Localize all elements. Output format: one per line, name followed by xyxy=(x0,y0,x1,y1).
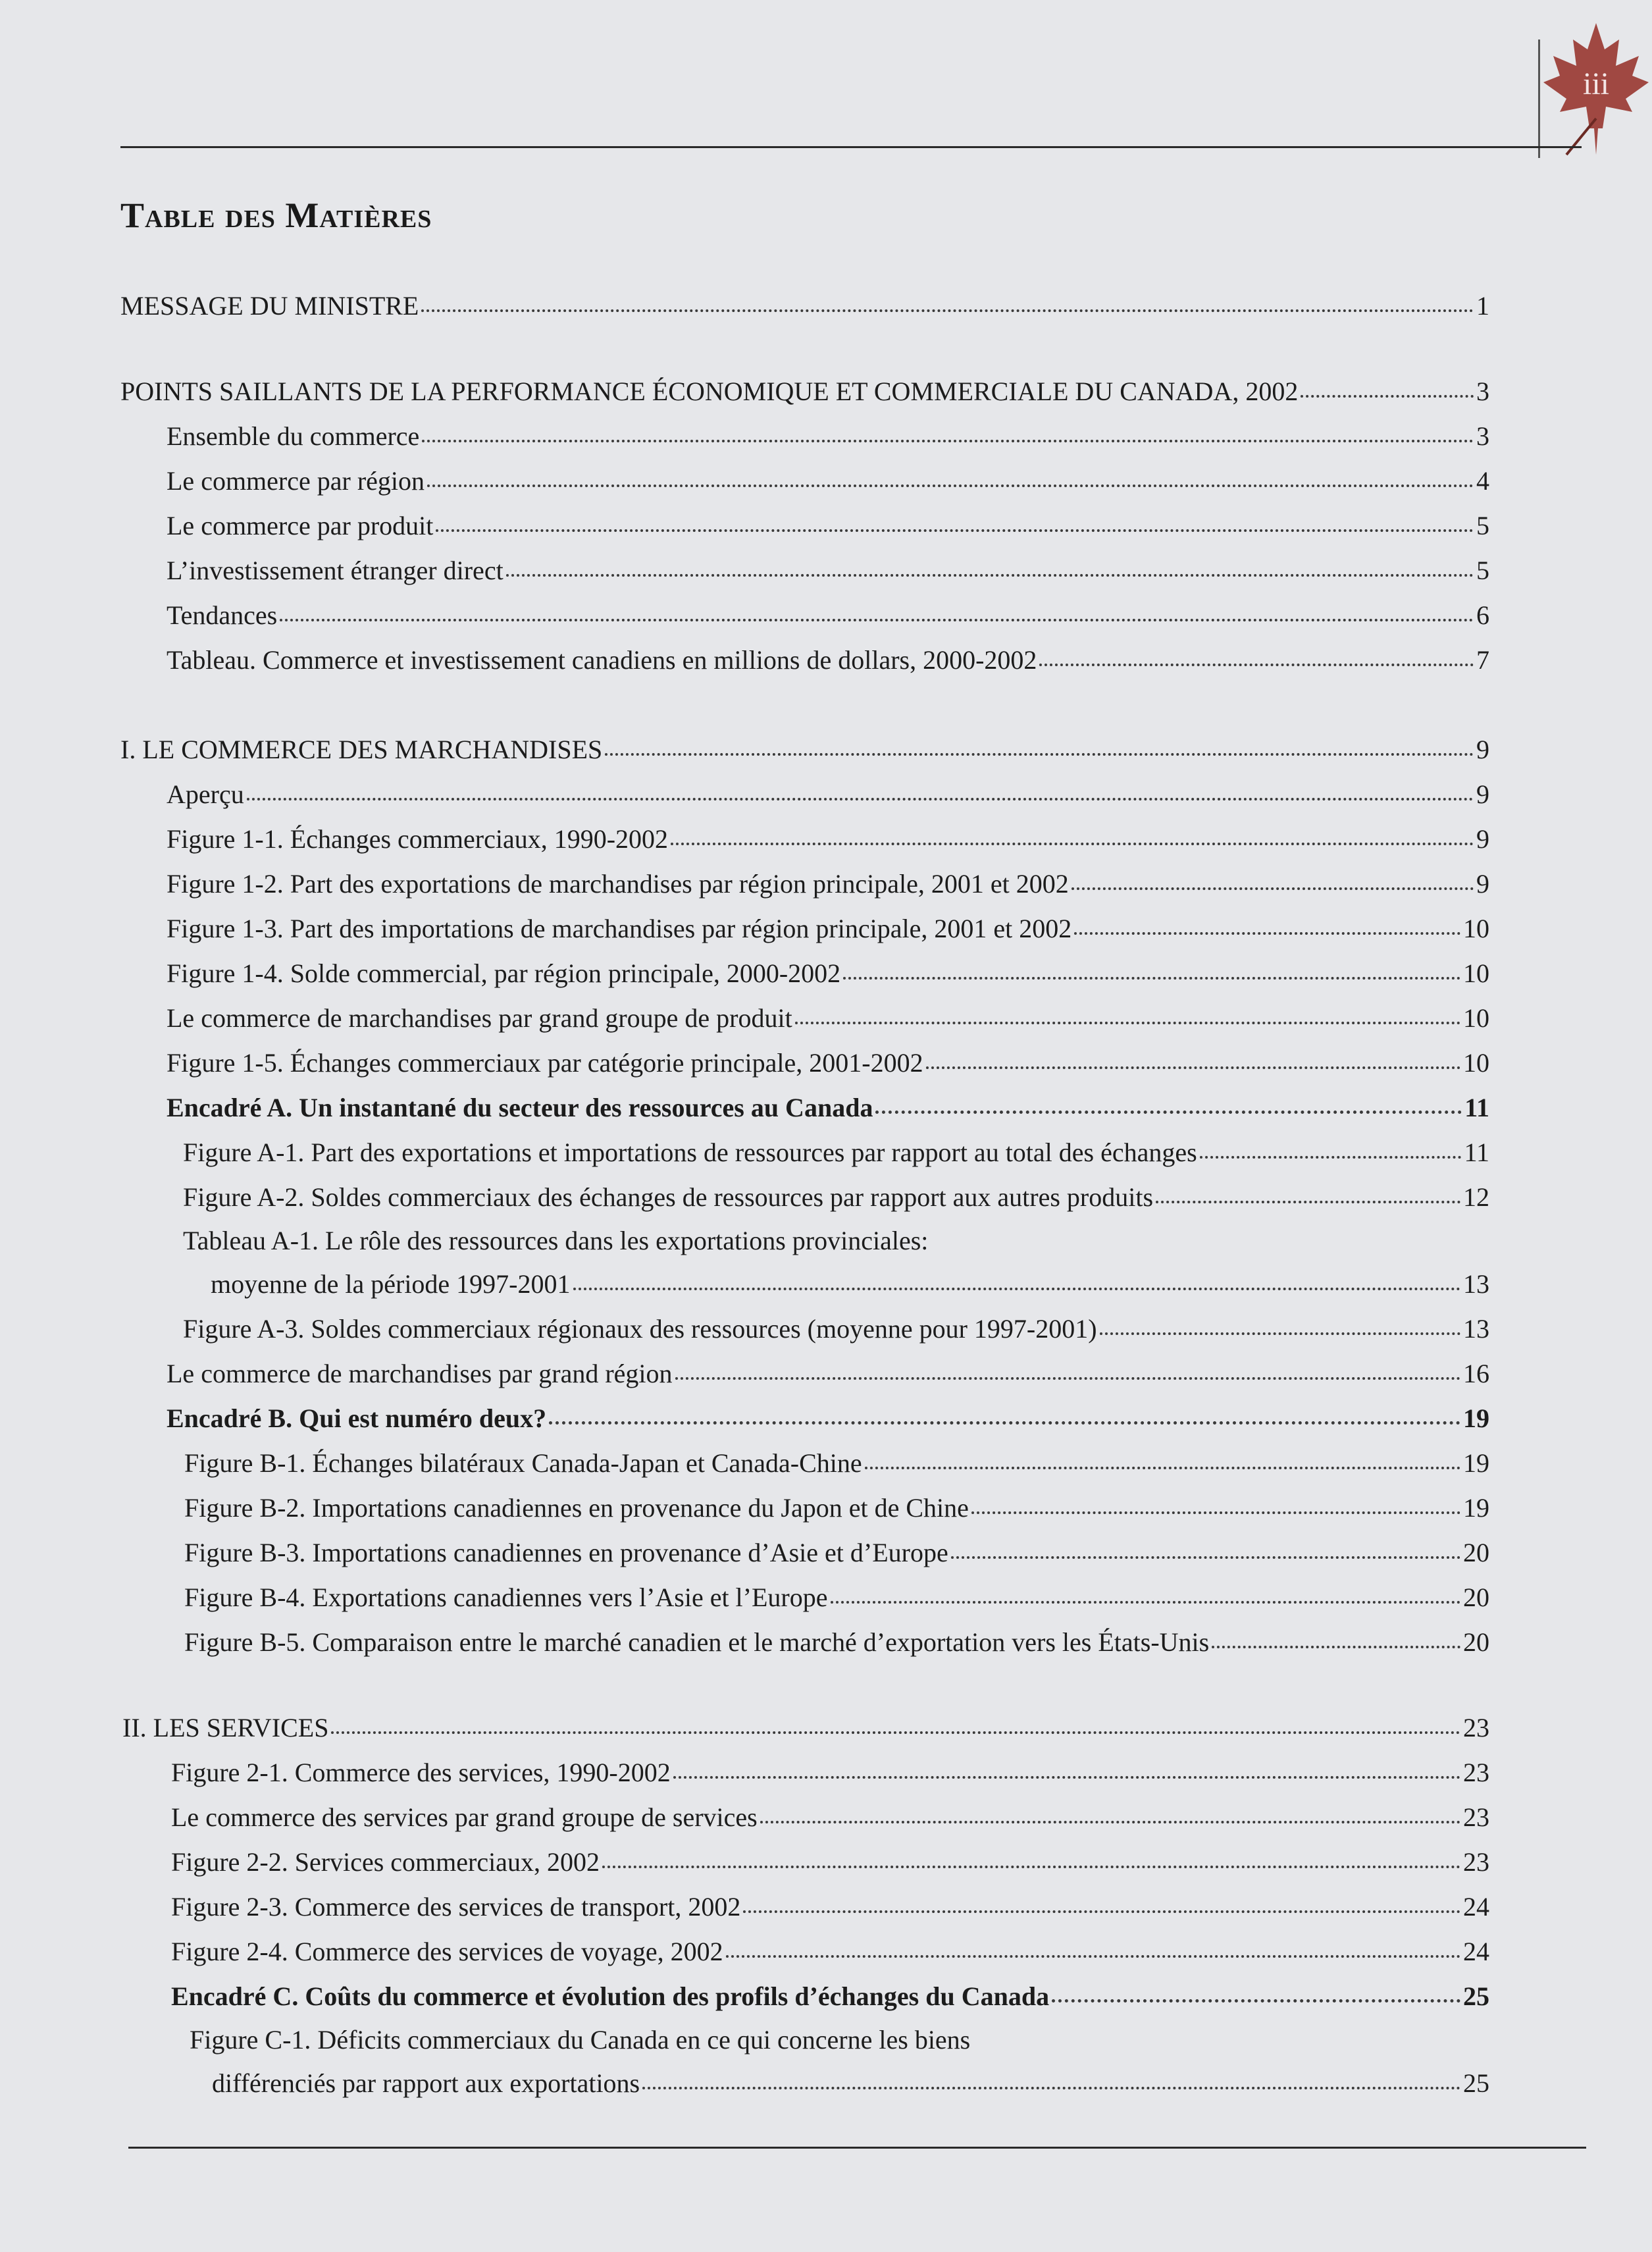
toc-entry[interactable] xyxy=(211,1263,1489,1305)
dot-leader xyxy=(1071,887,1474,890)
toc-entry-label: Figure 2-4. Commerce des services de voyage, 2002 xyxy=(171,1937,723,1966)
dot-leader xyxy=(421,309,1474,312)
toc-entry-page: 24 xyxy=(1463,1892,1489,1922)
dot-leader xyxy=(331,1731,1460,1734)
toc-entry-first-line[interactable] xyxy=(190,2019,1489,2061)
dot-leader xyxy=(726,1954,1460,1958)
dot-leader xyxy=(1156,1200,1460,1203)
top-rule xyxy=(120,146,1582,148)
toc-entry[interactable] xyxy=(120,729,1489,771)
toc-entry-label: Figure B-3. Importations canadiennes en provenance d’Asie et d’Europe xyxy=(184,1538,948,1567)
toc-entry[interactable] xyxy=(167,773,1489,816)
toc-entry-page: 24 xyxy=(1463,1937,1489,1966)
toc-entry-label: moyenne de la période 1997-2001 xyxy=(211,1269,571,1299)
toc-entry-page: 6 xyxy=(1476,600,1489,630)
dot-leader xyxy=(1200,1155,1462,1159)
dot-leader xyxy=(675,1376,1460,1380)
toc-entry-page: 5 xyxy=(1476,556,1489,585)
toc-entry[interactable] xyxy=(167,505,1489,547)
toc-entry-page: 20 xyxy=(1463,1583,1489,1612)
toc-entry-label: Figure 1-1. Échanges commerciaux, 1990-2002 xyxy=(167,824,669,854)
toc-entry[interactable] xyxy=(167,415,1489,458)
toc-entry-label: Figure A-1. Part des exportations et importations de ressources par rapport au total des échanges xyxy=(183,1138,1197,1167)
toc-entry-page: 12 xyxy=(1463,1182,1489,1212)
toc-entry-page: 23 xyxy=(1463,1802,1489,1832)
dot-leader xyxy=(602,1865,1460,1868)
dot-leader xyxy=(843,976,1460,980)
toc-entry[interactable] xyxy=(167,997,1489,1039)
toc-entry[interactable] xyxy=(167,953,1489,995)
toc-entry-page: 5 xyxy=(1476,511,1489,540)
dot-leader xyxy=(436,529,1474,532)
toc-entry-page: 4 xyxy=(1476,466,1489,496)
toc-entry-label: Figure 2-3. Commerce des services de transport, 2002 xyxy=(171,1892,741,1922)
toc-entry[interactable] xyxy=(122,1707,1489,1749)
toc-entry-label: L’investissement étranger direct xyxy=(167,556,503,585)
toc-entry-label: Figure 1-5. Échanges commerciaux par catégorie principale, 2001-2002 xyxy=(167,1048,923,1078)
toc-entry[interactable] xyxy=(167,908,1489,950)
toc-entry-page: 3 xyxy=(1476,377,1489,406)
toc-entry-label: différenciés par rapport aux exportations xyxy=(212,2068,640,2098)
dot-leader xyxy=(549,1421,1460,1425)
dot-leader xyxy=(427,484,1474,487)
dot-leader xyxy=(280,618,1474,621)
dot-leader xyxy=(865,1466,1460,1469)
dot-leader xyxy=(1100,1332,1460,1335)
toc-entry-label: Figure A-2. Soldes commerciaux des échanges de ressources par rapport aux autres produits xyxy=(183,1182,1154,1212)
toc-title: Table des Matières xyxy=(120,196,432,235)
toc-entry-page: 11 xyxy=(1464,1093,1489,1122)
toc-entry-label: Le commerce des services par grand groupe de services xyxy=(171,1802,758,1832)
toc-entry-label: Figure B-2. Importations canadiennes en provenance du Japon et de Chine xyxy=(184,1493,969,1523)
toc-entry-page: 9 xyxy=(1476,869,1489,899)
toc-entry-label: Figure 2-1. Commerce des services, 1990-2002 xyxy=(171,1758,671,1787)
toc-entry-page: 20 xyxy=(1463,1627,1489,1657)
toc-entry[interactable] xyxy=(171,1841,1489,1883)
dot-leader xyxy=(573,1287,1460,1290)
toc-entry-label: Figure A-3. Soldes commerciaux régionaux des ressources (moyenne pour 1997-2001) xyxy=(183,1314,1097,1344)
toc-entry-page: 20 xyxy=(1463,1538,1489,1567)
page-number: iii xyxy=(1583,66,1610,101)
toc-entry-page: 10 xyxy=(1463,1048,1489,1078)
dot-leader xyxy=(247,797,1474,800)
dot-leader xyxy=(1301,394,1474,398)
dot-leader xyxy=(605,752,1474,756)
toc-entry-label: Figure 1-2. Part des exportations de marchandises par région principale, 2001 et 2002 xyxy=(167,869,1069,899)
dot-leader xyxy=(951,1556,1460,1559)
toc-entry-label: Figure C-1. Déficits commerciaux du Canada en ce qui concerne les biens xyxy=(190,2025,971,2055)
toc-entry-page: 13 xyxy=(1463,1269,1489,1299)
toc-entry[interactable] xyxy=(120,285,1489,327)
toc-entry-page: 13 xyxy=(1463,1314,1489,1344)
dot-leader xyxy=(1212,1645,1460,1648)
toc-entry-box[interactable] xyxy=(167,1398,1489,1440)
toc-entry[interactable] xyxy=(184,1577,1489,1619)
toc-entry-label: MESSAGE DU MINISTRE xyxy=(120,291,419,321)
toc-entry-label: Figure B-5. Comparaison entre le marché canadien et le marché d’exportation vers les États-Unis xyxy=(184,1627,1210,1657)
toc-entry-page: 23 xyxy=(1463,1713,1489,1742)
toc-entry[interactable] xyxy=(184,1621,1489,1663)
toc-entry-label: Le commerce par région xyxy=(167,466,425,496)
dot-leader xyxy=(1039,663,1474,666)
toc-entry-label: Encadré A. Un instantané du secteur des ressources au Canada xyxy=(167,1093,873,1122)
toc-entry-label: II. LES SERVICES xyxy=(122,1713,329,1742)
bottom-rule xyxy=(128,2147,1586,2149)
toc-entry[interactable] xyxy=(212,2062,1489,2105)
toc-entry[interactable] xyxy=(167,1353,1489,1395)
toc-entry-label: Encadré C. Coûts du commerce et évolution des profils d’échanges du Canada xyxy=(171,1981,1050,2011)
dot-leader xyxy=(673,1775,1460,1779)
toc-entry-label: I. LE COMMERCE DES MARCHANDISES xyxy=(120,735,603,764)
toc-entry-label: Figure 1-4. Solde commercial, par région principale, 2000-2002 xyxy=(167,958,841,988)
dot-leader xyxy=(1052,1999,1460,2003)
toc-entry-label: Le commerce de marchandises par grand région xyxy=(167,1359,673,1388)
toc-entry[interactable] xyxy=(171,1886,1489,1928)
toc-entry[interactable] xyxy=(183,1176,1489,1218)
toc-entry-page: 1 xyxy=(1476,291,1489,321)
dot-leader xyxy=(926,1066,1460,1069)
toc-entry-page: 11 xyxy=(1464,1138,1489,1167)
toc-entry-label: Aperçu xyxy=(167,779,244,809)
dot-leader xyxy=(671,842,1474,845)
toc-entry[interactable] xyxy=(167,818,1489,860)
toc-entry-box[interactable] xyxy=(171,1976,1489,2018)
toc-entry-page: 10 xyxy=(1463,1003,1489,1033)
toc-entry-page: 19 xyxy=(1463,1403,1489,1433)
toc-entry[interactable] xyxy=(183,1308,1489,1350)
toc-entry[interactable] xyxy=(183,1132,1489,1174)
toc-entry[interactable] xyxy=(120,371,1489,413)
toc-entry[interactable] xyxy=(167,550,1489,592)
dot-leader xyxy=(831,1600,1461,1604)
dot-leader xyxy=(642,2086,1460,2089)
toc-entry[interactable] xyxy=(184,1532,1489,1574)
toc-entry-label: Encadré B. Qui est numéro deux? xyxy=(167,1403,547,1433)
toc-entry[interactable] xyxy=(167,863,1489,905)
toc-entry[interactable] xyxy=(167,639,1489,681)
toc-entry-label: Tableau. Commerce et investissement canadiens en millions de dollars, 2000-2002 xyxy=(167,645,1037,675)
toc-entry-label: Tableau A-1. Le rôle des ressources dans les exportations provinciales: xyxy=(183,1226,929,1255)
toc-entry-page: 9 xyxy=(1476,735,1489,764)
toc-entry-label: Figure B-4. Exportations canadiennes vers l’Asie et l’Europe xyxy=(184,1583,828,1612)
toc-entry-page: 23 xyxy=(1463,1758,1489,1787)
toc-entry-page: 16 xyxy=(1463,1359,1489,1388)
toc-entry[interactable] xyxy=(167,1042,1489,1084)
toc-entry-page: 9 xyxy=(1476,824,1489,854)
toc-entry-label: POINTS SAILLANTS DE LA PERFORMANCE ÉCONOMIQUE ET COMMERCIALE DU CANADA, 2002 xyxy=(120,377,1299,406)
toc-entry-label: Figure B-1. Échanges bilatéraux Canada-Japan et Canada-Chine xyxy=(184,1448,862,1478)
dot-leader xyxy=(743,1910,1460,1913)
toc-entry[interactable] xyxy=(167,460,1489,502)
toc-entry-page: 19 xyxy=(1463,1493,1489,1523)
toc-entry-label: Tendances xyxy=(167,600,278,630)
toc-entry-page: 19 xyxy=(1463,1448,1489,1478)
toc-entry[interactable] xyxy=(184,1442,1489,1484)
toc-entry-label: Le commerce par produit xyxy=(167,511,434,540)
toc-entry[interactable] xyxy=(171,1796,1489,1839)
toc-entry-label: Ensemble du commerce xyxy=(167,421,420,451)
toc-entry-label: Figure 2-2. Services commerciaux, 2002 xyxy=(171,1847,600,1877)
dot-leader xyxy=(971,1511,1460,1514)
toc-entry[interactable] xyxy=(167,594,1489,637)
toc-entry-page: 25 xyxy=(1463,2068,1489,2098)
toc-entry-first-line[interactable] xyxy=(183,1220,1489,1262)
toc-entry-label: Figure 1-3. Part des importations de marchandises par région principale, 2001 et 2002 xyxy=(167,914,1072,943)
toc-entry[interactable] xyxy=(171,1752,1489,1794)
dot-leader xyxy=(506,573,1474,577)
toc-entry[interactable] xyxy=(184,1487,1489,1529)
toc-entry-page: 23 xyxy=(1463,1847,1489,1877)
toc-entry[interactable] xyxy=(171,1931,1489,1973)
dot-leader xyxy=(760,1820,1460,1823)
toc-entry-page: 25 xyxy=(1463,1981,1489,2011)
toc-entry-box[interactable] xyxy=(167,1087,1489,1129)
toc-entry-page: 7 xyxy=(1476,645,1489,675)
dot-leader xyxy=(875,1110,1462,1114)
toc-entry-page: 9 xyxy=(1476,779,1489,809)
dot-leader xyxy=(1074,931,1460,935)
toc-entry-page: 3 xyxy=(1476,421,1489,451)
dot-leader xyxy=(422,439,1474,442)
toc-entry-label: Le commerce de marchandises par grand groupe de produit xyxy=(167,1003,792,1033)
dot-leader xyxy=(795,1021,1460,1024)
toc-entry-page: 10 xyxy=(1463,914,1489,943)
toc-entry-page: 10 xyxy=(1463,958,1489,988)
